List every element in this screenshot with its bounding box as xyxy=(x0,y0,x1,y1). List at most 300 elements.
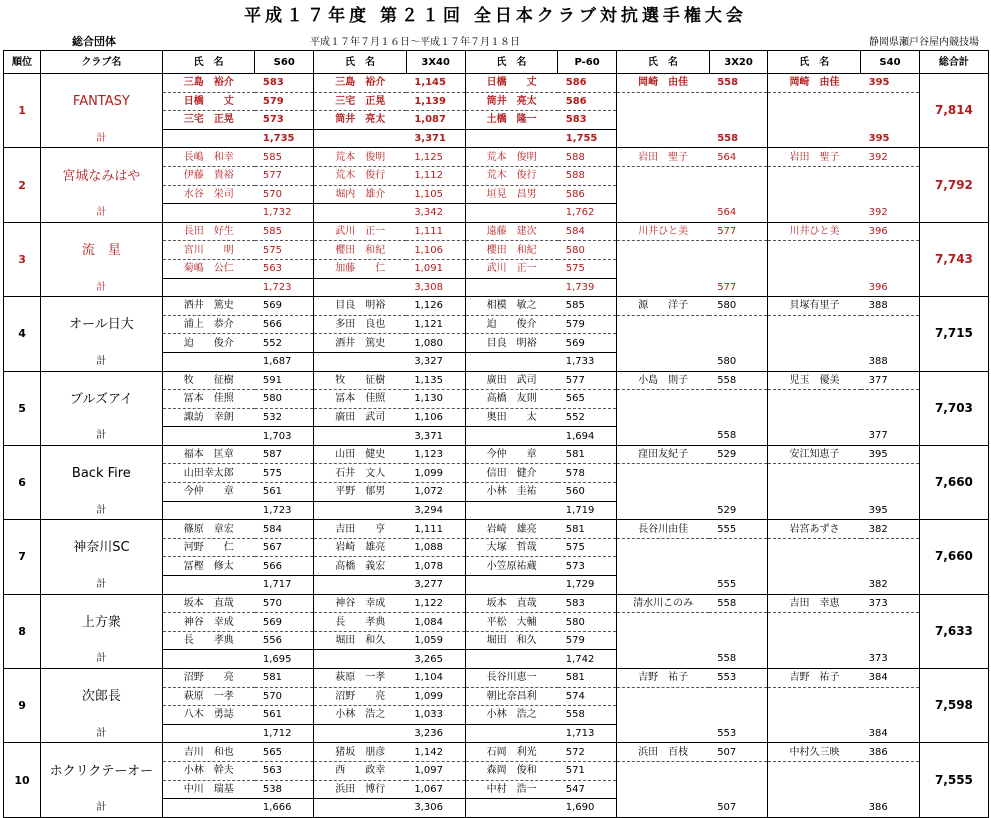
shooter-name: 堀内 雄介 xyxy=(314,185,407,204)
shooter-name: 西 政幸 xyxy=(314,761,407,780)
shooter-name: 篠原 章宏 xyxy=(162,520,255,539)
empty-cell xyxy=(861,390,920,409)
event-subtotal: 1,755 xyxy=(558,129,617,148)
shooter-name: 冨本 佳照 xyxy=(162,390,255,409)
empty-cell xyxy=(616,501,709,520)
shooter-score: 566 xyxy=(255,557,314,576)
shooter-name: 水谷 栄司 xyxy=(162,185,255,204)
shooter-score: 1,111 xyxy=(406,222,465,241)
shooter-name: 山田幸太郎 xyxy=(162,464,255,483)
empty-cell xyxy=(616,631,709,650)
shooter-name: 牧 征樹 xyxy=(314,371,407,390)
event-subtotal: 558 xyxy=(709,427,768,446)
shooter-name: 長 孝典 xyxy=(162,631,255,650)
shooter-score: 579 xyxy=(558,315,617,334)
shooter-name: 川井ひと美 xyxy=(616,222,709,241)
subtitle-row xyxy=(0,33,991,47)
header-name-1: 氏 名 xyxy=(162,51,255,74)
sum-label: 計 xyxy=(41,352,163,371)
empty-cell xyxy=(768,278,861,297)
event-subtotal: 580 xyxy=(709,352,768,371)
empty-cell xyxy=(616,390,709,409)
empty-cell xyxy=(768,334,861,353)
shooter-score: 1,111 xyxy=(406,520,465,539)
shooter-score: 1,122 xyxy=(406,594,465,613)
empty-cell xyxy=(465,799,558,818)
shooter-name: 吉田 亨 xyxy=(314,520,407,539)
event-venue: 静岡県瀬戸谷屋内競技場 xyxy=(869,37,979,48)
header-rank: 順位 xyxy=(4,51,41,74)
empty-cell xyxy=(709,538,768,557)
shooter-score: 566 xyxy=(255,315,314,334)
shooter-score: 565 xyxy=(558,390,617,409)
event-subtotal: 1,739 xyxy=(558,278,617,297)
sum-label: 計 xyxy=(41,650,163,669)
empty-cell xyxy=(768,780,861,799)
empty-cell xyxy=(709,390,768,409)
event-subtotal: 395 xyxy=(861,129,920,148)
shooter-name: 貝塚有里子 xyxy=(768,297,861,316)
shooter-name: 吉川 和也 xyxy=(162,743,255,762)
empty-cell xyxy=(709,185,768,204)
shooter-name: 迫 俊介 xyxy=(162,334,255,353)
empty-cell xyxy=(861,408,920,427)
shooter-score: 577 xyxy=(709,222,768,241)
empty-cell xyxy=(465,576,558,595)
empty-cell xyxy=(616,613,709,632)
empty-cell xyxy=(314,278,407,297)
shooter-score: 1,099 xyxy=(406,687,465,706)
shooter-score: 578 xyxy=(558,464,617,483)
club-name: 次郎長 xyxy=(41,669,163,725)
shooter-score: 507 xyxy=(709,743,768,762)
empty-cell xyxy=(768,687,861,706)
shooter-score: 585 xyxy=(255,222,314,241)
team-rank: 10 xyxy=(4,743,41,817)
empty-cell xyxy=(314,576,407,595)
shooter-score: 1,078 xyxy=(406,557,465,576)
empty-cell xyxy=(709,706,768,725)
shooter-name: 福本 匡章 xyxy=(162,445,255,464)
team-rank: 1 xyxy=(4,74,41,148)
empty-cell xyxy=(616,706,709,725)
team-rank: 9 xyxy=(4,669,41,743)
club-name: 流 星 xyxy=(41,222,163,278)
empty-cell xyxy=(616,557,709,576)
team-member-row xyxy=(4,594,989,613)
event-subtotal: 3,277 xyxy=(406,576,465,595)
shooter-score: 561 xyxy=(255,706,314,725)
shooter-name: 川井ひと美 xyxy=(768,222,861,241)
event-subtotal: 3,306 xyxy=(406,799,465,818)
team-grand-total: 7,660 xyxy=(919,445,988,519)
shooter-name: 長田 好生 xyxy=(162,222,255,241)
club-name: ブルズアイ xyxy=(41,371,163,427)
shooter-score: 532 xyxy=(255,408,314,427)
empty-cell xyxy=(768,576,861,595)
team-grand-total: 7,715 xyxy=(919,297,988,371)
empty-cell xyxy=(768,315,861,334)
shooter-score: 529 xyxy=(709,445,768,464)
shooter-score: 1,033 xyxy=(406,706,465,725)
shooter-name: 目良 明裕 xyxy=(314,297,407,316)
event-subtotal: 1,666 xyxy=(255,799,314,818)
shooter-name: 荒木 俊行 xyxy=(465,166,558,185)
shooter-score: 1,091 xyxy=(406,259,465,278)
shooter-score: 1,145 xyxy=(406,74,465,93)
shooter-score: 388 xyxy=(861,297,920,316)
team-member-row xyxy=(4,445,989,464)
shooter-score: 585 xyxy=(558,297,617,316)
shooter-name: 三宅 正晃 xyxy=(314,92,407,111)
shooter-score: 572 xyxy=(558,743,617,762)
page-title: 平成１７年度 第２１回 全日本クラブ対抗選手権大会 xyxy=(244,6,747,26)
team-sum-row xyxy=(4,204,989,223)
event-subtotal: 1,729 xyxy=(558,576,617,595)
shooter-score: 1,088 xyxy=(406,538,465,557)
sum-label: 計 xyxy=(41,799,163,818)
empty-cell xyxy=(616,408,709,427)
shooter-name: 小笠原祐蔵 xyxy=(465,557,558,576)
empty-cell xyxy=(314,799,407,818)
shooter-name: 武川 正一 xyxy=(465,259,558,278)
club-name: オール日大 xyxy=(41,297,163,353)
shooter-score: 552 xyxy=(255,334,314,353)
event-subtotal: 3,265 xyxy=(406,650,465,669)
shooter-score: 570 xyxy=(255,185,314,204)
empty-cell xyxy=(768,111,861,130)
header-3x40: 3X40 xyxy=(406,51,465,74)
empty-cell xyxy=(616,241,709,260)
shooter-score: 563 xyxy=(255,761,314,780)
shooter-score: 1,125 xyxy=(406,148,465,167)
results-table xyxy=(3,50,989,818)
shooter-name: 目良 明裕 xyxy=(465,334,558,353)
shooter-name: 森岡 俊和 xyxy=(465,761,558,780)
empty-cell xyxy=(465,427,558,446)
empty-cell xyxy=(768,352,861,371)
shooter-name: 長谷川恵一 xyxy=(465,669,558,688)
shooter-name: 石井 文人 xyxy=(314,464,407,483)
team-sum-row xyxy=(4,278,989,297)
shooter-name: 菊嶋 公仁 xyxy=(162,259,255,278)
empty-cell xyxy=(162,576,255,595)
event-subtotal: 392 xyxy=(861,204,920,223)
shooter-score: 563 xyxy=(255,259,314,278)
shooter-score: 553 xyxy=(709,669,768,688)
empty-cell xyxy=(768,799,861,818)
shooter-name: 日橋 丈 xyxy=(162,92,255,111)
shooter-score: 1,139 xyxy=(406,92,465,111)
shooter-name: 吉田 幸恵 xyxy=(768,594,861,613)
shooter-name: 窪田友紀子 xyxy=(616,445,709,464)
team-member-row xyxy=(4,669,989,688)
shooter-score: 1,106 xyxy=(406,241,465,260)
event-subtotal: 1,719 xyxy=(558,501,617,520)
shooter-score: 555 xyxy=(709,520,768,539)
shooter-name: 河野 仁 xyxy=(162,538,255,557)
empty-cell xyxy=(616,166,709,185)
shooter-name: 中村 浩一 xyxy=(465,780,558,799)
shooter-score: 564 xyxy=(709,148,768,167)
shooter-name: 長 孝典 xyxy=(314,613,407,632)
shooter-score: 1,072 xyxy=(406,483,465,502)
shooter-name: 山田 健史 xyxy=(314,445,407,464)
event-subtotal: 1,712 xyxy=(255,724,314,743)
event-subtotal: 1,742 xyxy=(558,650,617,669)
shooter-score: 580 xyxy=(255,390,314,409)
shooter-name: 小林 圭祐 xyxy=(465,483,558,502)
shooter-name: 源 洋子 xyxy=(616,297,709,316)
shooter-name: 荒木 俊行 xyxy=(314,166,407,185)
shooter-score: 586 xyxy=(558,74,617,93)
shooter-name: 安江知恵子 xyxy=(768,445,861,464)
empty-cell xyxy=(768,390,861,409)
empty-cell xyxy=(616,352,709,371)
team-sum-row xyxy=(4,427,989,446)
team-member-row xyxy=(4,74,989,93)
empty-cell xyxy=(709,166,768,185)
empty-cell xyxy=(709,464,768,483)
shooter-score: 1,097 xyxy=(406,761,465,780)
shooter-score: 1,059 xyxy=(406,631,465,650)
empty-cell xyxy=(768,129,861,148)
empty-cell xyxy=(768,706,861,725)
team-rank: 5 xyxy=(4,371,41,445)
shooter-score: 584 xyxy=(558,222,617,241)
empty-cell xyxy=(616,185,709,204)
shooter-name: 筒井 亮太 xyxy=(314,111,407,130)
shooter-score: 585 xyxy=(255,148,314,167)
shooter-score: 581 xyxy=(255,669,314,688)
shooter-score: 1,087 xyxy=(406,111,465,130)
shooter-name: 土橋 隆一 xyxy=(465,111,558,130)
empty-cell xyxy=(616,259,709,278)
event-subtotal: 558 xyxy=(709,129,768,148)
shooter-score: 1,130 xyxy=(406,390,465,409)
event-subtotal: 3,327 xyxy=(406,352,465,371)
shooter-score: 570 xyxy=(255,687,314,706)
empty-cell xyxy=(709,259,768,278)
event-subtotal: 373 xyxy=(861,650,920,669)
event-subtotal: 564 xyxy=(709,204,768,223)
shooter-name: 奥田 太 xyxy=(465,408,558,427)
empty-cell xyxy=(709,780,768,799)
team-rank: 8 xyxy=(4,594,41,668)
event-dates: 平成１７年７月１６日～平成１７年７月１８日 xyxy=(310,37,520,48)
empty-cell xyxy=(768,259,861,278)
shooter-score: 584 xyxy=(255,520,314,539)
header-name-5: 氏 名 xyxy=(768,51,861,74)
event-subtotal: 1,717 xyxy=(255,576,314,595)
shooter-score: 569 xyxy=(558,334,617,353)
team-member-row xyxy=(4,520,989,539)
shooter-score: 587 xyxy=(255,445,314,464)
event-subtotal: 1,690 xyxy=(558,799,617,818)
shooter-name: 冨本 佳照 xyxy=(314,390,407,409)
shooter-score: 567 xyxy=(255,538,314,557)
shooter-name: 堀田 和久 xyxy=(314,631,407,650)
shooter-score: 588 xyxy=(558,166,617,185)
shooter-score: 552 xyxy=(558,408,617,427)
shooter-score: 575 xyxy=(255,464,314,483)
empty-cell xyxy=(861,780,920,799)
empty-cell xyxy=(314,352,407,371)
empty-cell xyxy=(162,501,255,520)
empty-cell xyxy=(768,483,861,502)
shooter-name: 信田 健介 xyxy=(465,464,558,483)
header-club: クラブ名 xyxy=(41,51,163,74)
shooter-name: 荒本 俊明 xyxy=(465,148,558,167)
shooter-score: 558 xyxy=(709,594,768,613)
header-p60: P-60 xyxy=(558,51,617,74)
shooter-name: 加藤 仁 xyxy=(314,259,407,278)
event-subtotal: 529 xyxy=(709,501,768,520)
empty-cell xyxy=(861,92,920,111)
empty-cell xyxy=(768,631,861,650)
shooter-name: 筒井 亮太 xyxy=(465,92,558,111)
event-subtotal: 382 xyxy=(861,576,920,595)
shooter-score: 577 xyxy=(558,371,617,390)
header-3x20: 3X20 xyxy=(709,51,768,74)
event-subtotal: 1,713 xyxy=(558,724,617,743)
shooter-name: 坂本 直哉 xyxy=(162,594,255,613)
event-subtotal: 386 xyxy=(861,799,920,818)
event-subtotal: 1,723 xyxy=(255,278,314,297)
empty-cell xyxy=(616,111,709,130)
shooter-name: 岡崎 由佳 xyxy=(616,74,709,93)
shooter-score: 581 xyxy=(558,669,617,688)
shooter-score: 1,112 xyxy=(406,166,465,185)
shooter-name: 日橋 丈 xyxy=(465,74,558,93)
empty-cell xyxy=(709,334,768,353)
shooter-score: 574 xyxy=(558,687,617,706)
shooter-score: 1,080 xyxy=(406,334,465,353)
team-sum-row xyxy=(4,501,989,520)
empty-cell xyxy=(709,241,768,260)
empty-cell xyxy=(768,427,861,446)
shooter-score: 1,123 xyxy=(406,445,465,464)
empty-cell xyxy=(616,761,709,780)
sum-label: 計 xyxy=(41,427,163,446)
empty-cell xyxy=(616,576,709,595)
shooter-score: 580 xyxy=(558,613,617,632)
team-grand-total: 7,633 xyxy=(919,594,988,668)
shooter-name: 児玉 優美 xyxy=(768,371,861,390)
shooter-name: 萩原 一孝 xyxy=(314,669,407,688)
empty-cell xyxy=(768,464,861,483)
team-rank: 3 xyxy=(4,222,41,296)
shooter-score: 538 xyxy=(255,780,314,799)
club-name: 神奈川SC xyxy=(41,520,163,576)
empty-cell xyxy=(616,315,709,334)
club-name: FANTASY xyxy=(41,74,163,130)
event-subtotal: 1,695 xyxy=(255,650,314,669)
team-member-row xyxy=(4,222,989,241)
empty-cell xyxy=(465,129,558,148)
shooter-score: 577 xyxy=(255,166,314,185)
event-subtotal: 3,371 xyxy=(406,427,465,446)
empty-cell xyxy=(861,241,920,260)
header-name-2: 氏 名 xyxy=(314,51,407,74)
team-member-row xyxy=(4,297,989,316)
shooter-score: 547 xyxy=(558,780,617,799)
shooter-name: 小林 浩之 xyxy=(465,706,558,725)
sum-label: 計 xyxy=(41,576,163,595)
club-name: 宮城なみはや xyxy=(41,148,163,204)
shooter-score: 560 xyxy=(558,483,617,502)
shooter-score: 392 xyxy=(861,148,920,167)
shooter-score: 1,104 xyxy=(406,669,465,688)
team-grand-total: 7,555 xyxy=(919,743,988,817)
shooter-score: 575 xyxy=(558,538,617,557)
shooter-score: 591 xyxy=(255,371,314,390)
shooter-score: 1,099 xyxy=(406,464,465,483)
shooter-name: 冨樫 修太 xyxy=(162,557,255,576)
event-subtotal: 388 xyxy=(861,352,920,371)
sum-label: 計 xyxy=(41,724,163,743)
empty-cell xyxy=(465,278,558,297)
empty-cell xyxy=(861,761,920,780)
shooter-name: 吉野 祐子 xyxy=(616,669,709,688)
shooter-score: 384 xyxy=(861,669,920,688)
shooter-name: 浦上 恭介 xyxy=(162,315,255,334)
shooter-score: 1,126 xyxy=(406,297,465,316)
empty-cell xyxy=(465,352,558,371)
team-rank: 4 xyxy=(4,297,41,371)
empty-cell xyxy=(616,780,709,799)
event-subtotal: 384 xyxy=(861,724,920,743)
empty-cell xyxy=(709,761,768,780)
shooter-name: 三島 裕介 xyxy=(162,74,255,93)
event-subtotal: 377 xyxy=(861,427,920,446)
event-subtotal: 3,371 xyxy=(406,129,465,148)
empty-cell xyxy=(709,631,768,650)
shooter-name: 朝比奈昌利 xyxy=(465,687,558,706)
header-row xyxy=(4,51,989,74)
event-subtotal: 507 xyxy=(709,799,768,818)
empty-cell xyxy=(861,613,920,632)
shooter-name: 伊藤 貴裕 xyxy=(162,166,255,185)
shooter-score: 588 xyxy=(558,148,617,167)
shooter-name: 今仲 章 xyxy=(465,445,558,464)
shooter-score: 573 xyxy=(255,111,314,130)
shooter-score: 581 xyxy=(558,520,617,539)
empty-cell xyxy=(616,538,709,557)
empty-cell xyxy=(709,408,768,427)
shooter-name: 岩田 聖子 xyxy=(768,148,861,167)
team-member-row xyxy=(4,148,989,167)
empty-cell xyxy=(709,315,768,334)
event-subtotal: 1,735 xyxy=(255,129,314,148)
empty-cell xyxy=(861,464,920,483)
empty-cell xyxy=(768,501,861,520)
empty-cell xyxy=(616,650,709,669)
event-subtotal: 1,687 xyxy=(255,352,314,371)
shooter-score: 377 xyxy=(861,371,920,390)
team-member-row xyxy=(4,371,989,390)
shooter-name: 垣見 昌男 xyxy=(465,185,558,204)
empty-cell xyxy=(162,352,255,371)
shooter-name: 堀田 和久 xyxy=(465,631,558,650)
shooter-name: 猪坂 朋彦 xyxy=(314,743,407,762)
shooter-score: 580 xyxy=(709,297,768,316)
event-subtotal: 1,694 xyxy=(558,427,617,446)
event-subtotal: 3,294 xyxy=(406,501,465,520)
club-name: ホクリクテーオー xyxy=(41,743,163,799)
shooter-score: 579 xyxy=(255,92,314,111)
header-name-3: 氏 名 xyxy=(465,51,558,74)
